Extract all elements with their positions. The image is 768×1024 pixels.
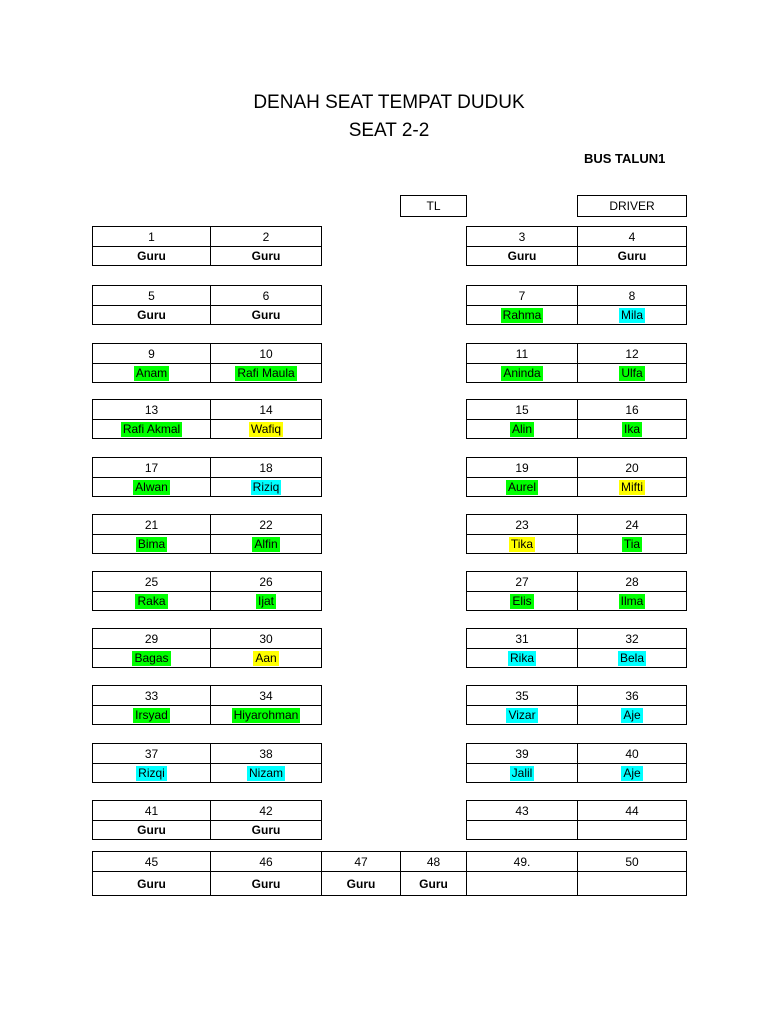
seat-occupant: Guru [419,876,448,891]
seat-occupant: Guru [617,249,647,263]
seat-name-cell [92,820,211,840]
seat-number: 5 [92,285,211,306]
seat-number: 21 [92,514,211,535]
seat-occupant: Alwan [135,479,168,494]
seat-occupant: Rizqi [138,765,165,780]
seat-number: 32 [577,628,687,649]
seat-occupant: Rafi Akmal [122,421,181,436]
seat-number: 38 [210,743,322,764]
seat-name-cell [210,705,322,725]
seat-name-cell [210,871,322,896]
seat-occupant: Riziq [252,479,280,494]
seat-occupant: Jalil [511,765,533,780]
seat-name-cell [466,820,578,840]
seat-number: 37 [92,743,211,764]
seat-name-cell [92,477,211,497]
seat-occupant: Guru [251,876,281,891]
seat-number: 23 [466,514,578,535]
seat-name-cell [577,477,687,497]
seat-number: 22 [210,514,322,535]
seat-number: 11 [466,343,578,364]
tl-box: TL [400,195,467,217]
seat-occupant: Guru [251,249,281,263]
seat-occupant: Raka [137,593,166,608]
seat-occupant: Aninda [503,365,541,380]
seat-name-cell [210,763,322,783]
seat-number: 1 [92,226,211,247]
seat-name-cell [210,477,322,497]
seat-number: 13 [92,399,211,420]
seat-number: 19 [466,457,578,478]
seat-name-cell [92,246,211,266]
seat-occupant: Mifti [621,479,643,494]
seat-occupant: Guru [137,249,166,263]
seat-occupant: Bima [137,536,166,551]
seat-number: 14 [210,399,322,420]
seat-name-cell [92,363,211,383]
seat-occupant: Aan [255,650,277,665]
seat-number: 12 [577,343,687,364]
seat-name-cell [466,591,578,611]
seat-occupant: Elis [512,593,532,608]
seat-number: 43 [466,800,578,821]
seat-occupant: Rafi Maula [237,365,295,380]
seat-occupant: Guru [251,823,281,837]
seat-name-cell [466,705,578,725]
seat-occupant: Anam [135,365,168,380]
seat-number: 50 [577,851,687,872]
seat-number: 27 [466,571,578,592]
seat-number: 35 [466,685,578,706]
seat-number: 34 [210,685,322,706]
seat-occupant: Nizam [248,765,283,780]
seat-name-cell [210,246,322,266]
seat-name-cell [400,871,467,896]
seat-number: 39 [466,743,578,764]
seat-number: 4 [577,226,687,247]
seat-occupant: Guru [507,249,537,263]
seat-number: 3 [466,226,578,247]
seat-occupant: Wafiq [250,421,282,436]
seat-name-cell [210,363,322,383]
seat-name-cell [577,419,687,439]
seat-name-cell [577,363,687,383]
page-subtitle: SEAT 2-2 [348,120,430,141]
seat-occupant: Guru [137,823,166,837]
seat-occupant: Aje [623,707,641,722]
seat-name-cell [577,763,687,783]
seat-name-cell [210,419,322,439]
seat-occupant: Ulfa [621,365,643,380]
seat-number: 33 [92,685,211,706]
seat-number: 46 [210,851,322,872]
seat-occupant: Guru [137,876,166,891]
seat-name-cell [577,305,687,325]
seat-name-cell [92,763,211,783]
seat-occupant: Bagas [134,650,169,665]
seat-name-cell [577,705,687,725]
seat-name-cell [321,871,401,896]
seat-number: 28 [577,571,687,592]
seat-number: 20 [577,457,687,478]
seat-name-cell [210,591,322,611]
seat-number: 2 [210,226,322,247]
seat-name-cell [92,648,211,668]
seat-name-cell [210,534,322,554]
seat-number: 31 [466,628,578,649]
seat-occupant: Irsyad [135,707,168,722]
seat-name-cell [210,305,322,325]
seat-number: 40 [577,743,687,764]
seat-occupant: Rika [509,650,534,665]
seat-name-cell [92,871,211,896]
seat-name-cell [92,534,211,554]
seat-number: 36 [577,685,687,706]
seat-occupant: Alin [511,421,532,436]
bus-label: BUS TALUN1 [584,151,666,166]
seat-name-cell [577,246,687,266]
seat-occupant: Guru [346,876,376,891]
seat-name-cell [577,591,687,611]
seat-occupant: Hiyarohman [233,707,299,722]
seat-occupant: Vizar [508,707,536,722]
seat-number: 9 [92,343,211,364]
seat-name-cell [577,648,687,668]
seat-occupant: Aurel [507,479,536,494]
seat-number: 45 [92,851,211,872]
seat-occupant: Alfin [254,536,278,551]
seat-number: 10 [210,343,322,364]
page-title: DENAH SEAT TEMPAT DUDUK [253,92,525,113]
seat-name-cell [466,305,578,325]
seat-name-cell [92,305,211,325]
seat-name-cell [466,763,578,783]
seat-number: 18 [210,457,322,478]
seat-occupant: Rahma [502,307,542,322]
seat-number: 30 [210,628,322,649]
seat-occupant: Aje [623,765,641,780]
seat-name-cell [577,820,687,840]
seat-occupant: Ijat [257,593,274,608]
driver-box: DRIVER [577,195,687,217]
seat-number: 6 [210,285,322,306]
seat-number: 29 [92,628,211,649]
seat-number: 25 [92,571,211,592]
seat-number: 16 [577,399,687,420]
seat-number: 41 [92,800,211,821]
seat-number: 42 [210,800,322,821]
seat-number: 8 [577,285,687,306]
seat-number: 47 [321,851,401,872]
seat-occupant: Guru [251,308,281,322]
seat-name-cell [210,648,322,668]
seat-number: 24 [577,514,687,535]
seat-name-cell [466,648,578,668]
seat-name-cell [210,820,322,840]
seat-number: 48 [400,851,467,872]
seat-number: 26 [210,571,322,592]
seat-occupant: Guru [137,308,166,322]
seat-number: 15 [466,399,578,420]
seat-name-cell [466,419,578,439]
seat-occupant: Tika [510,536,534,551]
seat-name-cell [577,871,687,896]
seat-name-cell [92,705,211,725]
seat-number: 44 [577,800,687,821]
seat-name-cell [466,246,578,266]
seat-name-cell [577,534,687,554]
seat-name-cell [92,419,211,439]
seat-name-cell [92,591,211,611]
seat-name-cell [466,363,578,383]
seat-occupant: Ika [623,421,640,436]
seat-name-cell [466,477,578,497]
seat-name-cell [466,871,578,896]
seat-occupant: Ilma [620,593,644,608]
seat-number: 7 [466,285,578,306]
seat-occupant: Tia [623,536,641,551]
seat-name-cell [466,534,578,554]
seat-occupant: Mila [620,307,643,322]
seat-number: 17 [92,457,211,478]
seat-number: 49. [466,851,578,872]
seat-occupant: Bela [619,650,645,665]
